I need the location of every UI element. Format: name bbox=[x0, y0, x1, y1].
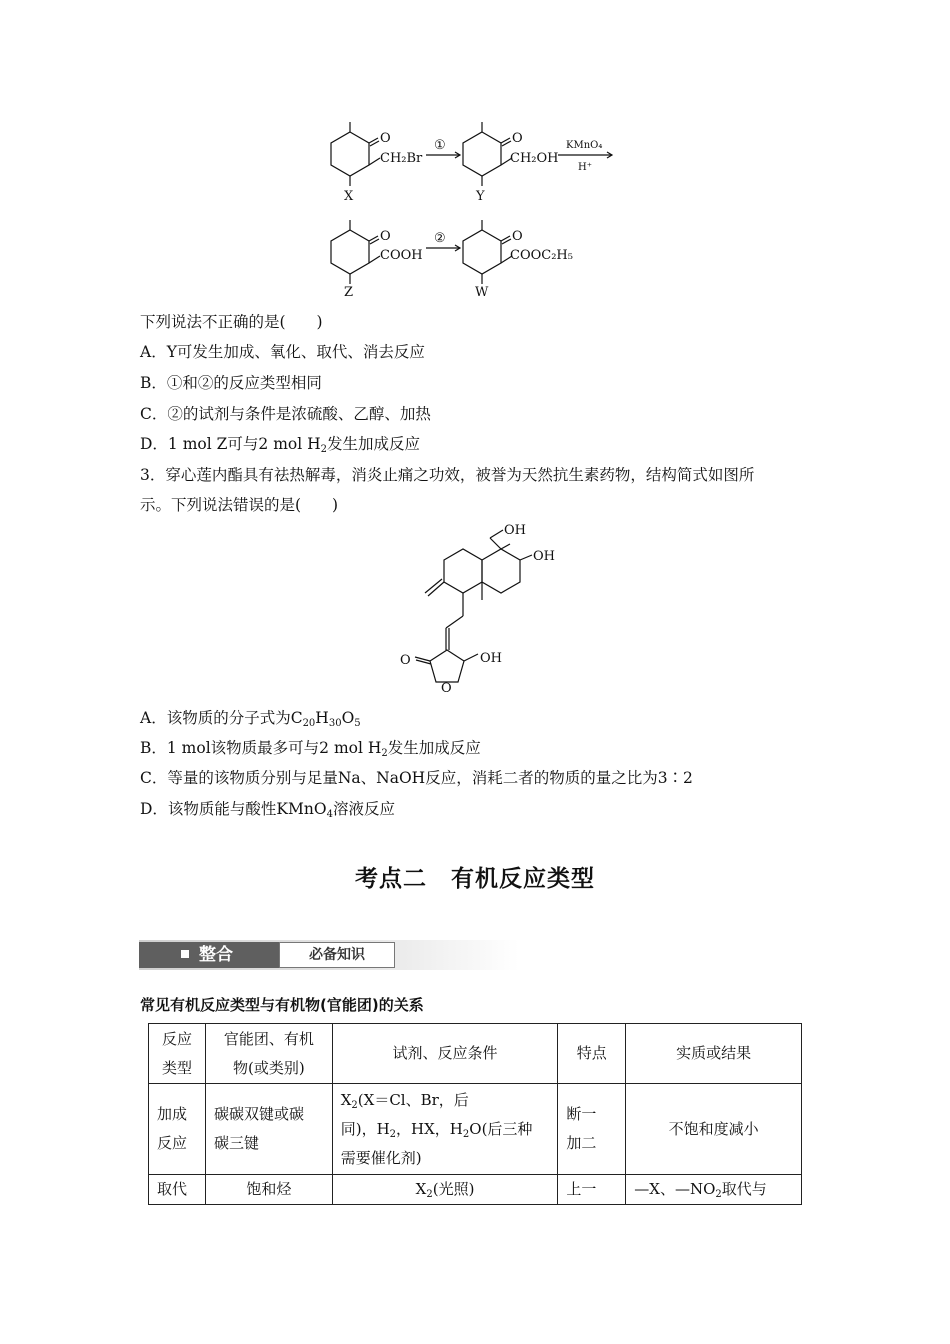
cell-feature: 上一 bbox=[558, 1175, 626, 1205]
cell-type: 加成 反应 bbox=[149, 1084, 206, 1175]
x-label: X bbox=[344, 189, 354, 204]
arrow-2-label: ② bbox=[434, 231, 446, 246]
q3-stem-line1: 3．穿心莲内酯具有祛热解毒，消炎止痛之功效，被誉为天然抗生素药物，结构简式如图所 bbox=[140, 466, 755, 484]
reagent-bottom: H⁺ bbox=[578, 162, 592, 173]
reagent-top: KMnO₄ bbox=[566, 140, 603, 151]
header-reagent: 试剂、反应条件 bbox=[332, 1024, 558, 1084]
header-group: 官能团、有机 物(或类别) bbox=[205, 1024, 332, 1084]
table-header-row bbox=[149, 1024, 802, 1084]
w-substituent: COOC₂H₅ bbox=[510, 248, 573, 263]
table-title: 常见有机反应类型与有机物(官能团)的关系 bbox=[140, 996, 424, 1014]
table-row-substitution bbox=[149, 1175, 802, 1205]
q2-stem: 下列说法不正确的是( ) bbox=[140, 313, 323, 331]
banner-dark-tab: 整合 bbox=[139, 942, 279, 968]
y-substituent: CH₂OH bbox=[510, 151, 559, 166]
andrographolide-structure bbox=[390, 518, 590, 704]
cell-group: 碳碳双键或碳 碳三键 bbox=[205, 1084, 332, 1175]
w-ketone-o: O bbox=[512, 229, 523, 244]
header-type: 反应 类型 bbox=[149, 1024, 206, 1084]
oh-lactone: OH bbox=[480, 651, 502, 666]
q3-option-a: A．该物质的分子式为$C_{20}H_{30}O_5$ bbox=[140, 709, 361, 729]
cell-result: 不饱和度减小 bbox=[626, 1084, 802, 1175]
cell-reagent: $X_2(X=Cl$、Br，后 同)，$H_2$，HX，$H_2O$(后三种 需要催化剂) bbox=[332, 1084, 558, 1175]
q2-option-d: D．1 mol Z可与2 mol $H_2$发生加成反应 bbox=[140, 435, 421, 455]
cell-reagent: $X_2$(光照) bbox=[332, 1175, 558, 1205]
header-feature: 特点 bbox=[558, 1024, 626, 1084]
section-title: 考点二 有机反应类型 bbox=[355, 866, 595, 892]
table-row-addition bbox=[149, 1084, 802, 1175]
oh-right: OH bbox=[533, 549, 555, 564]
oh-top: OH bbox=[504, 523, 526, 538]
square-bullet-icon bbox=[181, 950, 189, 958]
cell-group: 饱和烃 bbox=[205, 1175, 332, 1205]
reaction-type-table bbox=[148, 1023, 802, 1205]
z-substituent: COOH bbox=[380, 248, 423, 263]
reaction-scheme bbox=[320, 118, 640, 304]
z-label: Z bbox=[344, 285, 354, 300]
header-result: 实质或结果 bbox=[626, 1024, 802, 1084]
q3-option-b: B．1 mol该物质最多可与2 mol $H_2$发生加成反应 bbox=[140, 739, 481, 759]
q3-option-c: C．等量的该物质分别与足量Na、NaOH反应，消耗二者的物质的量之比为3∶2 bbox=[140, 769, 693, 787]
z-ketone-o: O bbox=[380, 229, 391, 244]
section-banner bbox=[139, 940, 519, 972]
q2-option-b: B．①和②的反应类型相同 bbox=[140, 374, 322, 392]
q2-option-a: A．Y可发生加成、氧化、取代、消去反应 bbox=[140, 343, 425, 361]
x-substituent: CH₂Br bbox=[380, 151, 423, 166]
y-ketone-o: O bbox=[512, 131, 523, 146]
cell-feature: 断一 加二 bbox=[558, 1084, 626, 1175]
banner-light-tab: 必备知识 bbox=[279, 942, 395, 968]
x-ketone-o: O bbox=[380, 131, 391, 146]
lactone-ketone-o: O bbox=[400, 653, 411, 668]
cell-type: 取代 bbox=[149, 1175, 206, 1205]
arrow-1-label: ① bbox=[434, 138, 446, 153]
q3-option-d: D．该物质能与酸性KMnO$_4$溶液反应 bbox=[140, 800, 395, 820]
q3-stem-line2: 示。下列说法错误的是( ) bbox=[140, 496, 339, 514]
cell-result: —X、$—NO_2$取代与 bbox=[626, 1175, 802, 1205]
y-label: Y bbox=[476, 189, 485, 204]
q2-option-c: C．②的试剂与条件是浓硫酸、乙醇、加热 bbox=[140, 405, 431, 423]
w-label: W bbox=[475, 285, 489, 300]
lactone-ring-o: O bbox=[441, 681, 452, 696]
